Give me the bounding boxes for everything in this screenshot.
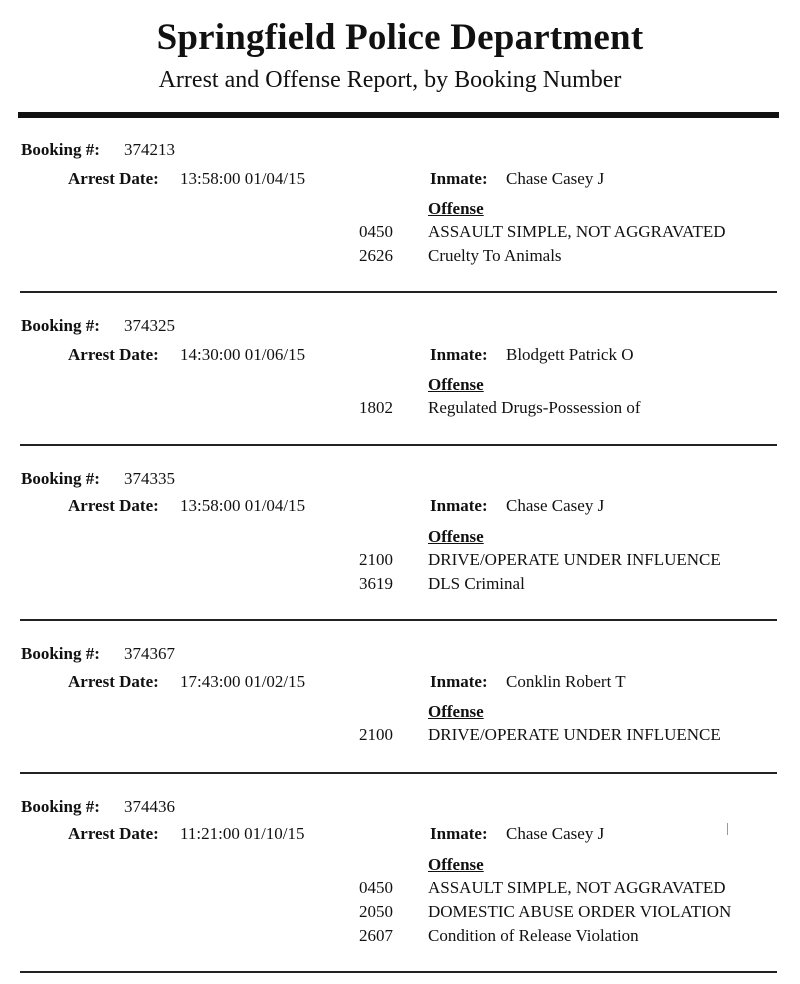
arrest-date-value: 13:58:00 01/04/15 [180, 169, 306, 188]
arrest-date-label: Arrest Date: [68, 345, 159, 364]
inmate-name: Conklin Robert T [506, 672, 626, 691]
record-divider [20, 619, 777, 621]
record-divider [20, 772, 777, 774]
offense-description: DRIVE/OPERATE UNDER INFLUENCE [428, 725, 721, 744]
arrest-date-label: Arrest Date: [68, 824, 159, 843]
offense-code: 2100 [359, 550, 393, 569]
booking-label: Booking #: [21, 797, 100, 816]
arrest-date-value: 17:43:00 01/02/15 [180, 672, 306, 691]
offense-code: 0450 [359, 222, 393, 241]
record-divider [20, 444, 777, 446]
report-title: Springfield Police Department [156, 17, 644, 58]
booking-number: 374335 [124, 469, 175, 488]
offense-description: DLS Criminal [428, 574, 525, 593]
inmate-label: Inmate: [430, 345, 488, 364]
report-subtitle: Arrest and Offense Report, by Booking Number [158, 67, 622, 93]
booking-number: 374436 [124, 797, 175, 816]
offense-description: Condition of Release Violation [428, 926, 639, 945]
offense-code: 2607 [359, 926, 393, 945]
inmate-name: Chase Casey J [506, 824, 605, 843]
arrest-date-value: 14:30:00 01/06/15 [180, 345, 306, 364]
offense-header: Offense [428, 375, 484, 394]
booking-number: 374367 [124, 644, 175, 663]
offense-code: 1802 [359, 398, 393, 417]
inmate-label: Inmate: [430, 169, 488, 188]
arrest-date-label: Arrest Date: [68, 496, 159, 515]
scan-mark [727, 823, 728, 835]
arrest-date-label: Arrest Date: [68, 169, 159, 188]
inmate-name: Blodgett Patrick O [506, 345, 634, 364]
offense-header: Offense [428, 855, 484, 874]
inmate-name: Chase Casey J [506, 496, 605, 515]
arrest-date-value: 11:21:00 01/10/15 [180, 824, 305, 843]
offense-header: Offense [428, 527, 484, 546]
offense-description: Regulated Drugs-Possession of [428, 398, 641, 417]
offense-code: 2626 [359, 246, 393, 265]
offense-header: Offense [428, 702, 484, 721]
arrest-date-value: 13:58:00 01/04/15 [180, 496, 306, 515]
booking-label: Booking #: [21, 644, 100, 663]
inmate-label: Inmate: [430, 672, 488, 691]
inmate-label: Inmate: [430, 496, 488, 515]
offense-description: ASSAULT SIMPLE, NOT AGGRAVATED [428, 878, 726, 897]
booking-label: Booking #: [21, 140, 100, 159]
offense-description: ASSAULT SIMPLE, NOT AGGRAVATED [428, 222, 726, 241]
inmate-label: Inmate: [430, 824, 488, 843]
offense-code: 0450 [359, 878, 393, 897]
offense-header: Offense [428, 199, 484, 218]
header-divider [18, 112, 779, 118]
record-divider [20, 971, 777, 973]
booking-number: 374213 [124, 140, 175, 159]
arrest-date-label: Arrest Date: [68, 672, 159, 691]
booking-label: Booking #: [21, 469, 100, 488]
offense-code: 2050 [359, 902, 393, 921]
offense-code: 3619 [359, 574, 393, 593]
offense-description: DOMESTIC ABUSE ORDER VIOLATION [428, 902, 732, 921]
offense-code: 2100 [359, 725, 393, 744]
record-divider [20, 291, 777, 293]
booking-number: 374325 [124, 316, 175, 335]
inmate-name: Chase Casey J [506, 169, 605, 188]
offense-description: DRIVE/OPERATE UNDER INFLUENCE [428, 550, 721, 569]
offense-description: Cruelty To Animals [428, 246, 562, 265]
booking-label: Booking #: [21, 316, 100, 335]
